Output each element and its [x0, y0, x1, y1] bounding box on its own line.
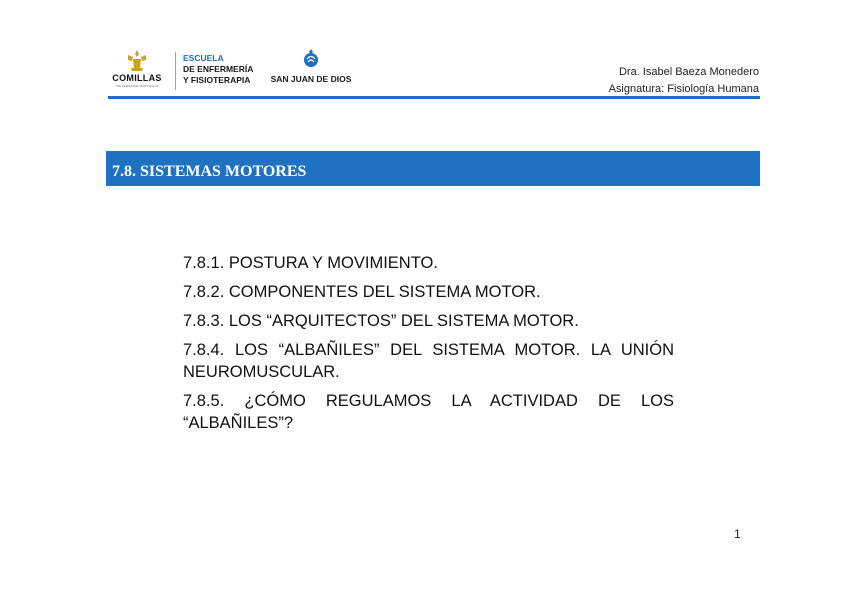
institution-logos — [108, 48, 368, 98]
subject-name: Asignatura: Fisiología Humana — [608, 83, 759, 95]
comillas-subtitle: UNIVERSIDAD PONTIFICIA — [115, 84, 159, 88]
san-juan-de-dios-logo — [268, 48, 354, 84]
escuela-line-1: ESCUELA — [183, 53, 224, 63]
sjd-name: SAN JUAN DE DIOS — [270, 74, 352, 84]
comillas-name: COMILLAS — [112, 73, 162, 83]
header-info — [609, 64, 759, 98]
page-number: 1 — [734, 527, 741, 541]
topic-list — [183, 252, 674, 441]
logo-divider — [175, 52, 176, 90]
comillas-crest-icon — [124, 48, 150, 72]
escuela-line-2: DE ENFERMERÍA — [183, 64, 254, 74]
escuela-logo — [183, 53, 253, 86]
topic-item: 7.8.1. POSTURA Y MOVIMIENTO. — [183, 254, 438, 272]
topic-item: 7.8.4. LOS “ALBAÑILES” DEL SISTEMA MOTOR. LA UNIÓN NEUROMUSCULAR. — [183, 341, 674, 381]
topic-item: 7.8.2. COMPONENTES DEL SISTEMA MOTOR. — [183, 283, 541, 301]
topic-item: 7.8.5. ¿CÓMO REGULAMOS LA ACTIVIDAD DE LOS “ALBAÑILES”? — [183, 392, 674, 432]
escuela-line-3: Y FISIOTERAPIA — [183, 75, 251, 85]
topic-item: 7.8.3. LOS “ARQUITECTOS” DEL SISTEMA MOTOR. — [183, 312, 579, 330]
author-name: Dra. Isabel Baeza Monedero — [618, 66, 759, 78]
pomegranate-icon — [301, 48, 321, 68]
section-banner: 7.8. SISTEMAS MOTORES — [106, 151, 760, 186]
header-rule — [108, 96, 760, 99]
comillas-logo — [108, 48, 166, 98]
